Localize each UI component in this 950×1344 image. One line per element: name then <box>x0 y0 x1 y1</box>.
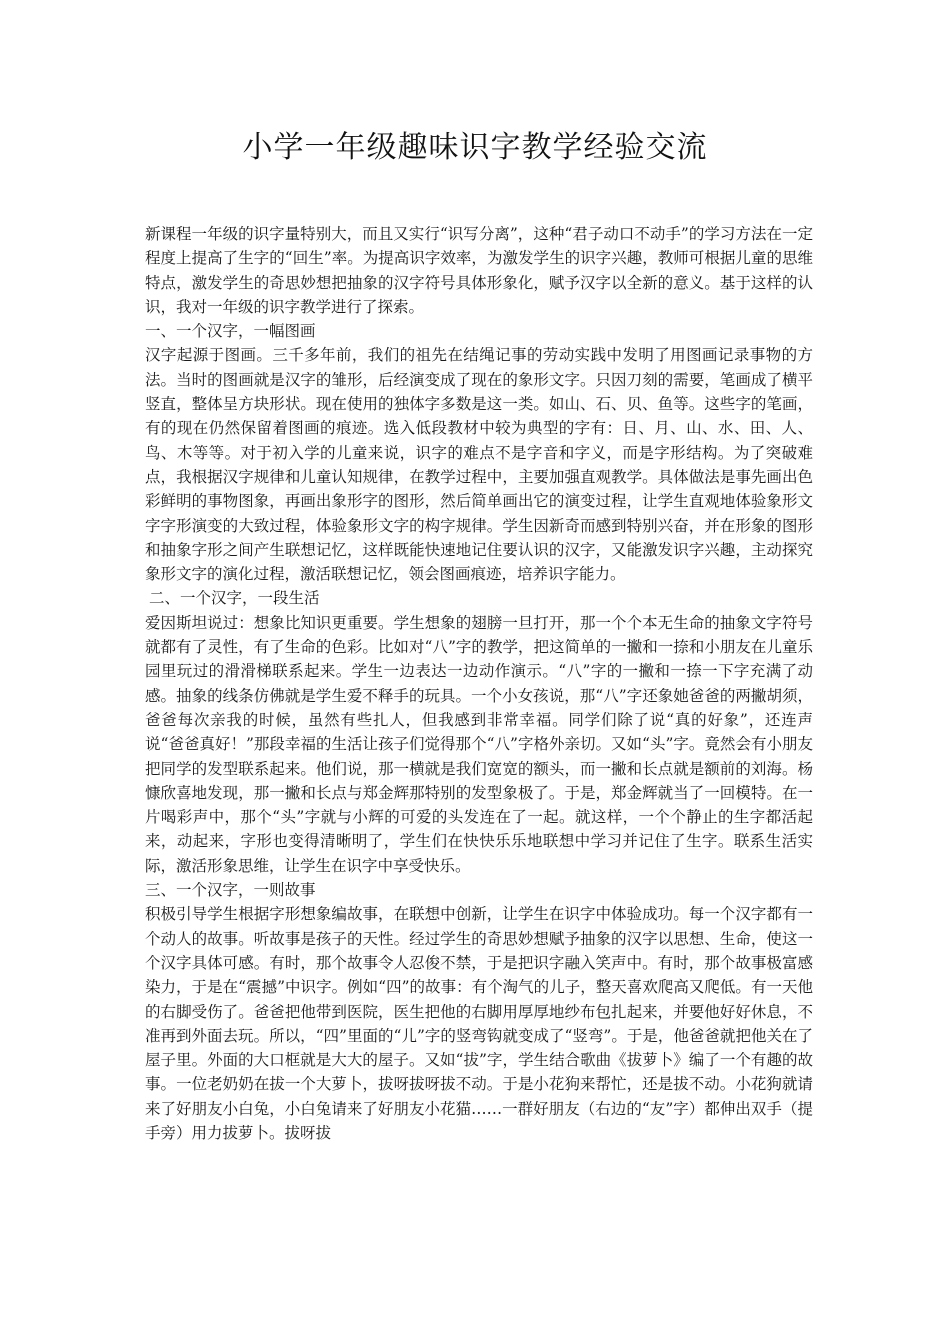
document-title: 小学一年级趣味识字教学经验交流 <box>242 130 708 165</box>
section-heading-2: 二、一个汉字，一段生活 <box>149 589 320 608</box>
section-paragraph-1: 汉字起源于图画。三千多年前，我们的祖先在结绳记事的劳动实践中发明了用图画记录事物的方法。当时的图画就是汉字的雏形，后经演变成了现在的象形文字。只因刀刻的需要，笔画成了横平竖直，整体呈方块形状。现在使用的独体字多数是这一类。如山、石、贝、鱼等。这些字的笔画，有的现在仍然保留着图画的痕迹。选入低段教材中较为典型的字有：日、月、山、水、田、人、鸟、木等等。对于初入学的儿童来说，识字的难点不是字音和字义，而是字形结构。为了突破难点，我根据汉字规律和儿童认知规律，在教学过程中，主要加强直观教学。具体做法是事先画出色彩鲜明的事物图象，再画出象形字的图形，然后简单画出它的演变过程，让学生直观地体验象形文字字形演变的大致过程，体验象形文字的构字规律。学生因新奇而感到特别兴奋，并在形象的图形和抽象字形之间产生联想记忆，这样既能快速地记住要认识的汉字，又能激发识字兴趣，主动探究象形文字的演化过程，激活联想记忆，领会图画痕迹，培养识字能力。 <box>145 346 813 584</box>
section-paragraph-3: 积极引导学生根据字形想象编故事，在联想中创新，让学生在识字中体验成功。每一个汉字都有一个动人的故事。听故事是孩子的天性。经过学生的奇思妙想赋予抽象的汉字以思想、生命，使这一个汉字具体可感。有时，那个故事令人忍俊不禁，于是把识字融入笑声中。有时，那个故事极富感染力，于是在“震撼”中识字。例如“四”的故事：有个淘气的儿子，整天喜欢爬高又爬低。有一天他的右脚受伤了。爸爸把他带到医院，医生把他的右脚用厚厚地纱布包扎起来，并要他好好休息，不准再到外面去玩。所以，“四”里面的“儿”字的竖弯钩就变成了“竖弯”。于是，他爸爸就把他关在了屋子里。外面的大口框就是大大的屋子。又如“拔”字，学生结合歌曲《拔萝卜》编了一个有趣的故事。一位老奶奶在拔一个大萝卜，拔呀拔呀拔不动。于是小花狗来帮忙，还是拔不动。小花狗就请来了好朋友小白兔，小白兔请来了好朋友小花猫……一群好朋友（右边的“友”字）都伸出双手（提手旁）用力拔萝卜。拔呀拔 <box>145 905 813 1142</box>
intro-paragraph: 新课程一年级的识字量特别大，而且又实行“识写分离”，这种“君子动口不动手”的学习方法在一定程度上提高了生字的“回生”率。为提高识字效率，为激发学生的识字兴趣，教师可根据儿童的思维特点，激发学生的奇思妙想把抽象的汉字符号具体形象化，赋予汉字以全新的意义。基于这样的认识，我对一年级的识字教学进行了探索。 <box>145 225 813 316</box>
document-body <box>145 222 813 1145</box>
section-heading-1: 一、一个汉字，一幅图画 <box>145 322 316 341</box>
section-paragraph-2: 爱因斯坦说过：想象比知识更重要。学生想象的翅膀一旦打开，那一个个本无生命的抽象文字符号就都有了灵性，有了生命的色彩。比如对“八”字的教学，把这简单的一撇和一捺和小朋友在儿童乐园里玩过的滑滑梯联系起来。学生一边表达一边动作演示。“八”字的一撇和一捺一下字充满了动感。抽象的线条仿佛就是学生爱不释手的玩具。一个小女孩说，那“八”字还象她爸爸的两撇胡须，爸爸每次亲我的时候，虽然有些扎人，但我感到非常幸福。同学们除了说“真的好象”，还连声说“爸爸真好！”那段幸福的生活让孩子们觉得那个“八”字格外亲切。又如“头”字。竟然会有小朋友把同学的发型联系起来。他们说，那一横就是我们宽宽的额头，而一撇和长点就是额前的刘海。杨慷欣喜地发现，那一撇和长点与郑金辉那特别的发型象极了。于是，郑金辉就当了一回模特。在一片喝彩声中，那个“头”字就与小辉的可爱的头发连在了一起。就这样，一个个静止的生字都活起来，动起来，字形也变得清晰明了，学生们在快快乐乐地联想中学习并记住了生字。联系生活实际，激活形象思维，让学生在识字中享受快乐。 <box>145 613 813 875</box>
section-heading-3: 三、一个汉字，一则故事 <box>145 881 316 900</box>
